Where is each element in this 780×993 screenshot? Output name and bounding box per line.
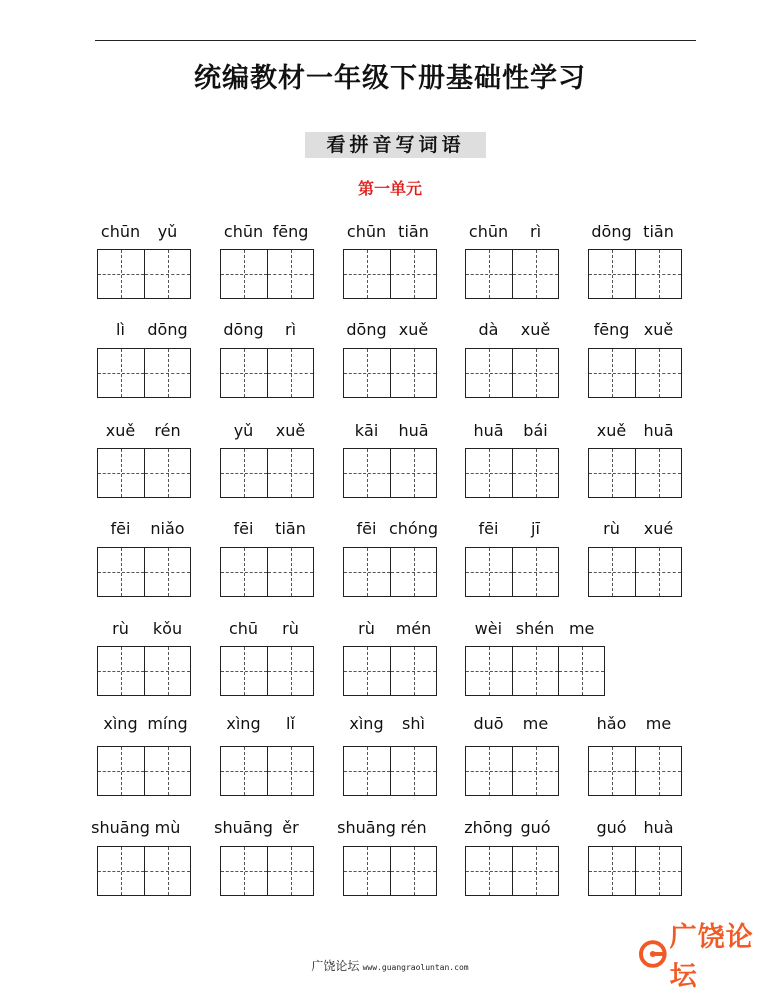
pinyin-syllable: shuāng bbox=[91, 818, 150, 837]
pinyin-syllable: dōng bbox=[591, 222, 632, 241]
tianzige-cell[interactable] bbox=[221, 747, 267, 795]
writing-grid[interactable] bbox=[343, 547, 437, 597]
writing-grid[interactable] bbox=[465, 348, 559, 398]
tianzige-cell[interactable] bbox=[221, 548, 267, 596]
writing-grid[interactable] bbox=[343, 249, 437, 299]
tianzige-cell[interactable] bbox=[390, 548, 436, 596]
tianzige-cell[interactable] bbox=[344, 250, 390, 298]
pinyin-syllable: niǎo bbox=[150, 519, 185, 538]
tianzige-cell[interactable] bbox=[512, 647, 558, 695]
tianzige-cell[interactable] bbox=[267, 349, 313, 397]
pinyin-syllable: shì bbox=[402, 714, 425, 733]
pinyin-syllable: rù bbox=[282, 619, 299, 638]
tianzige-cell[interactable] bbox=[512, 747, 558, 795]
tianzige-cell[interactable] bbox=[466, 250, 512, 298]
pinyin-syllable: fēi bbox=[110, 519, 131, 538]
tianzige-cell[interactable] bbox=[98, 747, 144, 795]
pinyin-syllable: fēi bbox=[356, 519, 377, 538]
document-title: 统编教材一年级下册基础性学习 bbox=[194, 63, 586, 94]
writing-grid[interactable] bbox=[220, 448, 314, 498]
tianzige-cell[interactable] bbox=[98, 449, 144, 497]
site-logo bbox=[638, 922, 780, 992]
pinyin-syllable: me bbox=[522, 714, 549, 733]
tianzige-cell[interactable] bbox=[144, 747, 190, 795]
writing-grid[interactable] bbox=[588, 547, 682, 597]
writing-grid[interactable] bbox=[588, 448, 682, 498]
pinyin-syllable: dōng bbox=[223, 320, 264, 339]
writing-grid[interactable] bbox=[343, 646, 437, 696]
writing-grid[interactable] bbox=[220, 547, 314, 597]
pinyin-syllable: tiān bbox=[643, 222, 674, 241]
writing-grid[interactable] bbox=[97, 448, 191, 498]
pinyin-syllable: chū bbox=[228, 619, 259, 638]
pinyin-syllable: yǔ bbox=[157, 222, 178, 241]
tianzige-cell[interactable] bbox=[144, 548, 190, 596]
tianzige-cell[interactable] bbox=[390, 250, 436, 298]
pinyin-syllable: xué bbox=[643, 519, 674, 538]
tianzige-cell[interactable] bbox=[512, 349, 558, 397]
footer-url: www.guangraoluntan.com bbox=[362, 963, 469, 972]
pinyin-syllable: dà bbox=[478, 320, 499, 339]
pinyin-syllable: xìng bbox=[226, 714, 261, 733]
writing-grid[interactable] bbox=[97, 547, 191, 597]
pinyin-syllable: shuāng bbox=[337, 818, 396, 837]
tianzige-cell[interactable] bbox=[344, 449, 390, 497]
pinyin-syllable: xuě bbox=[398, 320, 429, 339]
tianzige-cell[interactable] bbox=[267, 647, 313, 695]
tianzige-cell[interactable] bbox=[635, 349, 681, 397]
writing-grid[interactable] bbox=[97, 348, 191, 398]
writing-grid[interactable] bbox=[465, 746, 559, 796]
tianzige-cell[interactable] bbox=[344, 647, 390, 695]
tianzige-cell[interactable] bbox=[98, 250, 144, 298]
tianzige-cell[interactable] bbox=[466, 747, 512, 795]
pinyin-syllable: shén bbox=[515, 619, 555, 638]
pinyin-syllable: xuě bbox=[275, 421, 306, 440]
tianzige-cell[interactable] bbox=[144, 647, 190, 695]
pinyin-syllable: jī bbox=[531, 519, 540, 538]
writing-grid[interactable] bbox=[465, 249, 559, 299]
writing-grid[interactable] bbox=[588, 846, 682, 896]
tianzige-cell[interactable] bbox=[466, 847, 512, 895]
tianzige-cell[interactable] bbox=[267, 250, 313, 298]
pinyin-syllable: chūn bbox=[346, 222, 387, 241]
writing-grid[interactable] bbox=[97, 249, 191, 299]
writing-grid[interactable] bbox=[343, 746, 437, 796]
writing-grid[interactable] bbox=[97, 746, 191, 796]
pinyin-syllable: chūn bbox=[468, 222, 509, 241]
pinyin-syllable: wèi bbox=[474, 619, 503, 638]
tianzige-cell[interactable] bbox=[390, 647, 436, 695]
pinyin-syllable: dōng bbox=[346, 320, 387, 339]
tianzige-cell[interactable] bbox=[267, 548, 313, 596]
tianzige-cell[interactable] bbox=[221, 250, 267, 298]
pinyin-syllable: fēi bbox=[233, 519, 254, 538]
pinyin-syllable: mù bbox=[154, 818, 181, 837]
pinyin-syllable: huā bbox=[473, 421, 504, 440]
pinyin-syllable: bái bbox=[523, 421, 548, 440]
pinyin-syllable: huā bbox=[398, 421, 429, 440]
tianzige-cell[interactable] bbox=[267, 847, 313, 895]
writing-grid[interactable] bbox=[97, 646, 191, 696]
writing-grid[interactable] bbox=[343, 448, 437, 498]
pinyin-syllable: tiān bbox=[275, 519, 306, 538]
writing-grid[interactable] bbox=[465, 846, 559, 896]
pinyin-syllable: duō bbox=[473, 714, 504, 733]
writing-grid[interactable] bbox=[465, 646, 605, 696]
pinyin-syllable: tiān bbox=[398, 222, 429, 241]
pinyin-syllable: me bbox=[645, 714, 672, 733]
pinyin-syllable: chūn bbox=[223, 222, 264, 241]
tianzige-cell[interactable] bbox=[98, 647, 144, 695]
pinyin-syllable: dōng bbox=[147, 320, 188, 339]
unit-label: 第一单元 bbox=[357, 179, 422, 198]
tianzige-cell[interactable] bbox=[466, 349, 512, 397]
pinyin-syllable: kǒu bbox=[152, 619, 183, 638]
tianzige-cell[interactable] bbox=[221, 647, 267, 695]
footer-site-name: 广饶论坛 bbox=[311, 959, 360, 973]
tianzige-cell[interactable] bbox=[221, 449, 267, 497]
pinyin-syllable: fēng bbox=[593, 320, 630, 339]
writing-grid[interactable] bbox=[220, 746, 314, 796]
tianzige-cell[interactable] bbox=[144, 250, 190, 298]
pinyin-syllable: rù bbox=[603, 519, 620, 538]
pinyin-syllable: rén bbox=[154, 421, 181, 440]
tianzige-cell[interactable] bbox=[98, 548, 144, 596]
tianzige-cell[interactable] bbox=[466, 548, 512, 596]
pinyin-syllable: kāi bbox=[354, 421, 379, 440]
tianzige-cell[interactable] bbox=[144, 847, 190, 895]
pinyin-syllable: rù bbox=[112, 619, 129, 638]
tianzige-cell[interactable] bbox=[589, 349, 635, 397]
pinyin-syllable: rén bbox=[400, 818, 427, 837]
pinyin-syllable: huà bbox=[643, 818, 674, 837]
tianzige-cell[interactable] bbox=[589, 847, 635, 895]
tianzige-cell[interactable] bbox=[144, 349, 190, 397]
tianzige-cell[interactable] bbox=[344, 349, 390, 397]
pinyin-syllable: xìng bbox=[103, 714, 138, 733]
pinyin-syllable: xuě bbox=[596, 421, 627, 440]
pinyin-syllable: guó bbox=[596, 818, 627, 837]
pinyin-syllable: míng bbox=[147, 714, 188, 733]
tianzige-cell[interactable] bbox=[344, 747, 390, 795]
pinyin-syllable: fēng bbox=[272, 222, 309, 241]
tianzige-cell[interactable] bbox=[267, 747, 313, 795]
tianzige-cell[interactable] bbox=[635, 847, 681, 895]
tianzige-cell[interactable] bbox=[589, 747, 635, 795]
pinyin-syllable: zhōng bbox=[464, 818, 513, 837]
pinyin-syllable: me bbox=[568, 619, 595, 638]
pinyin-syllable: rì bbox=[529, 222, 542, 241]
tianzige-cell[interactable] bbox=[98, 349, 144, 397]
writing-grid[interactable] bbox=[465, 448, 559, 498]
tianzige-cell[interactable] bbox=[512, 250, 558, 298]
pinyin-syllable: ěr bbox=[282, 818, 299, 837]
pinyin-syllable: lǐ bbox=[286, 714, 295, 733]
tianzige-cell[interactable] bbox=[512, 847, 558, 895]
tianzige-cell[interactable] bbox=[589, 548, 635, 596]
tianzige-cell[interactable] bbox=[144, 449, 190, 497]
writing-grid[interactable] bbox=[220, 348, 314, 398]
pinyin-syllable: xuě bbox=[643, 320, 674, 339]
pinyin-syllable: fēi bbox=[478, 519, 499, 538]
tianzige-cell[interactable] bbox=[589, 250, 635, 298]
tianzige-cell[interactable] bbox=[512, 449, 558, 497]
pinyin-syllable: hǎo bbox=[596, 714, 627, 733]
writing-grid[interactable] bbox=[220, 846, 314, 896]
tianzige-cell[interactable] bbox=[390, 847, 436, 895]
tianzige-cell[interactable] bbox=[344, 548, 390, 596]
tianzige-cell[interactable] bbox=[558, 647, 604, 695]
pinyin-syllable: lì bbox=[116, 320, 125, 339]
globe-logo-icon bbox=[638, 939, 668, 969]
writing-grid[interactable] bbox=[588, 746, 682, 796]
writing-grid[interactable] bbox=[220, 646, 314, 696]
tianzige-cell[interactable] bbox=[221, 349, 267, 397]
pinyin-syllable: huā bbox=[643, 421, 674, 440]
pinyin-syllable: mén bbox=[395, 619, 432, 638]
tianzige-cell[interactable] bbox=[589, 449, 635, 497]
tianzige-cell[interactable] bbox=[390, 449, 436, 497]
writing-grid[interactable] bbox=[588, 348, 682, 398]
section-subtitle: 看拼音写词语 bbox=[305, 132, 486, 158]
tianzige-cell[interactable] bbox=[221, 847, 267, 895]
pinyin-syllable: chóng bbox=[388, 519, 439, 538]
pinyin-syllable: xuě bbox=[520, 320, 551, 339]
pinyin-syllable: rù bbox=[358, 619, 375, 638]
tianzige-cell[interactable] bbox=[635, 250, 681, 298]
logo-text: 广饶论坛 bbox=[669, 922, 754, 992]
tianzige-cell[interactable] bbox=[390, 747, 436, 795]
tianzige-cell[interactable] bbox=[466, 647, 512, 695]
pinyin-syllable: yǔ bbox=[233, 421, 254, 440]
pinyin-syllable: chūn bbox=[100, 222, 141, 241]
writing-grid[interactable] bbox=[97, 846, 191, 896]
tianzige-cell[interactable] bbox=[267, 449, 313, 497]
writing-grid[interactable] bbox=[220, 249, 314, 299]
pinyin-syllable: shuāng bbox=[214, 818, 273, 837]
tianzige-cell[interactable] bbox=[390, 349, 436, 397]
writing-grid[interactable] bbox=[343, 846, 437, 896]
pinyin-syllable: rì bbox=[284, 320, 297, 339]
tianzige-cell[interactable] bbox=[635, 747, 681, 795]
tianzige-cell[interactable] bbox=[512, 548, 558, 596]
pinyin-syllable: guó bbox=[520, 818, 551, 837]
pinyin-syllable: xuě bbox=[105, 421, 136, 440]
top-rule bbox=[95, 40, 696, 41]
tianzige-cell[interactable] bbox=[635, 548, 681, 596]
tianzige-cell[interactable] bbox=[344, 847, 390, 895]
writing-grid[interactable] bbox=[588, 249, 682, 299]
tianzige-cell[interactable] bbox=[98, 847, 144, 895]
tianzige-cell[interactable] bbox=[635, 449, 681, 497]
pinyin-syllable: xìng bbox=[349, 714, 384, 733]
tianzige-cell[interactable] bbox=[466, 449, 512, 497]
writing-grid[interactable] bbox=[465, 547, 559, 597]
writing-grid[interactable] bbox=[343, 348, 437, 398]
